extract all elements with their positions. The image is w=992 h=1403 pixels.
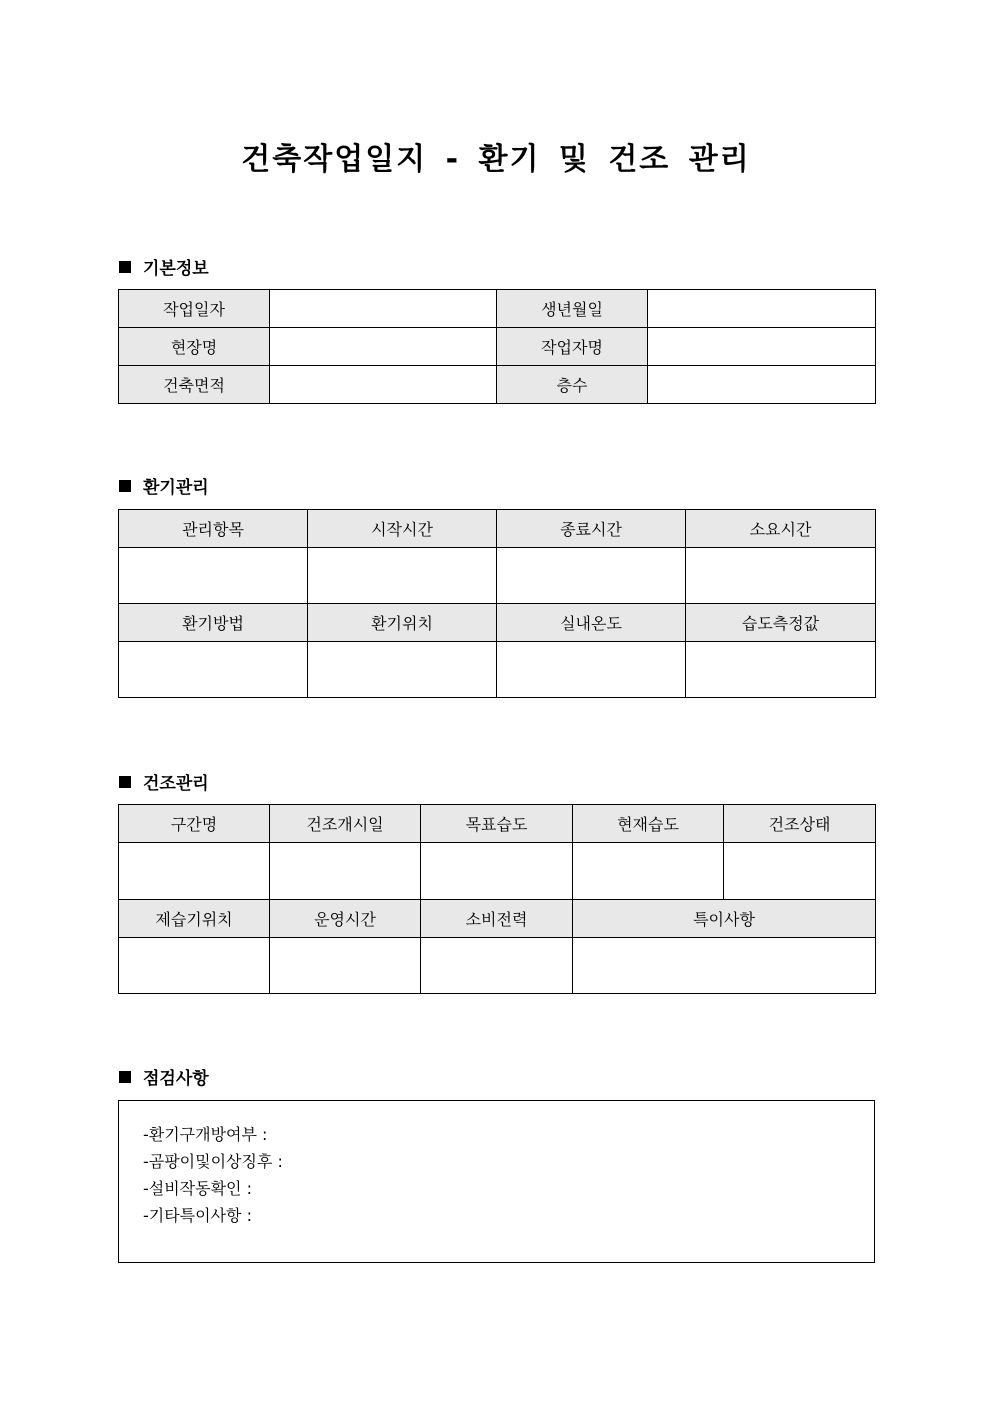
building-area-field[interactable] — [270, 366, 497, 404]
birth-date-label: 생년월일 — [497, 290, 648, 328]
table-row — [119, 843, 876, 900]
floors-field[interactable] — [648, 366, 876, 404]
square-bullet-icon — [119, 480, 131, 492]
remarks-field[interactable] — [573, 938, 876, 994]
end-time-field[interactable] — [497, 548, 686, 604]
section-heading-label: 기본정보 — [143, 259, 209, 279]
duration-field[interactable] — [686, 548, 876, 604]
ventilation-method-field[interactable] — [119, 642, 308, 698]
table-row — [119, 938, 876, 994]
indoor-temperature-field[interactable] — [497, 642, 686, 698]
inspection-notes-box[interactable] — [118, 1100, 875, 1263]
table-row — [119, 548, 876, 604]
basic-info-table — [118, 289, 876, 404]
section-heading-inspection — [119, 1064, 209, 1089]
table-row — [119, 805, 876, 843]
drying-start-date-label: 건조개시일 — [270, 805, 421, 843]
work-date-field[interactable] — [270, 290, 497, 328]
ventilation-location-field[interactable] — [308, 642, 497, 698]
floors-label: 층수 — [497, 366, 648, 404]
current-humidity-field[interactable] — [573, 843, 724, 900]
site-name-label: 현장명 — [119, 328, 270, 366]
drying-status-label: 건조상태 — [724, 805, 876, 843]
ventilation-location-label: 환기위치 — [308, 604, 497, 642]
operating-time-field[interactable] — [270, 938, 421, 994]
drying-start-date-field[interactable] — [270, 843, 421, 900]
ventilation-table — [118, 509, 876, 698]
start-time-label: 시작시간 — [308, 510, 497, 548]
dehumidifier-location-label: 제습기위치 — [119, 900, 270, 938]
drying-table — [118, 804, 876, 994]
section-heading-ventilation — [119, 473, 209, 498]
remarks-label: 특이사항 — [573, 900, 876, 938]
section-heading-basic-info — [119, 254, 209, 279]
target-humidity-field[interactable] — [421, 843, 573, 900]
duration-label: 소요시간 — [686, 510, 876, 548]
building-area-label: 건축면적 — [119, 366, 270, 404]
target-humidity-label: 목표습도 — [421, 805, 573, 843]
current-humidity-label: 현재습도 — [573, 805, 724, 843]
table-row — [119, 290, 876, 328]
list-item: -곰팡이및이상징후 : — [143, 1152, 283, 1171]
indoor-temperature-label: 실내온도 — [497, 604, 686, 642]
table-row — [119, 642, 876, 698]
site-name-field[interactable] — [270, 328, 497, 366]
inspection-checklist — [143, 1121, 283, 1229]
table-row — [119, 900, 876, 938]
section-heading-label: 건조관리 — [143, 774, 209, 794]
management-item-label: 관리항목 — [119, 510, 308, 548]
page-title: 건축작업일지 - 환기 및 건조 관리 — [241, 142, 751, 177]
list-item: -설비작동확인 : — [143, 1179, 252, 1198]
management-item-field[interactable] — [119, 548, 308, 604]
humidity-value-label: 습도측정값 — [686, 604, 876, 642]
list-item: -기타특이사항 : — [143, 1206, 252, 1225]
operating-time-label: 운영시간 — [270, 900, 421, 938]
dehumidifier-location-field[interactable] — [119, 938, 270, 994]
start-time-field[interactable] — [308, 548, 497, 604]
humidity-value-field[interactable] — [686, 642, 876, 698]
square-bullet-icon — [119, 776, 131, 788]
table-row — [119, 328, 876, 366]
birth-date-field[interactable] — [648, 290, 876, 328]
square-bullet-icon — [119, 1071, 131, 1083]
power-consumption-field[interactable] — [421, 938, 573, 994]
section-heading-drying — [119, 769, 209, 794]
zone-name-field[interactable] — [119, 843, 270, 900]
power-consumption-label: 소비전력 — [421, 900, 573, 938]
work-date-label: 작업일자 — [119, 290, 270, 328]
list-item: -환기구개방여부 : — [143, 1125, 268, 1144]
zone-name-label: 구간명 — [119, 805, 270, 843]
worker-name-field[interactable] — [648, 328, 876, 366]
section-heading-label: 점검사항 — [143, 1069, 209, 1089]
table-row — [119, 366, 876, 404]
worker-name-label: 작업자명 — [497, 328, 648, 366]
end-time-label: 종료시간 — [497, 510, 686, 548]
section-heading-label: 환기관리 — [143, 478, 209, 498]
drying-status-field[interactable] — [724, 843, 876, 900]
table-row — [119, 604, 876, 642]
square-bullet-icon — [119, 261, 131, 273]
ventilation-method-label: 환기방법 — [119, 604, 308, 642]
table-row — [119, 510, 876, 548]
